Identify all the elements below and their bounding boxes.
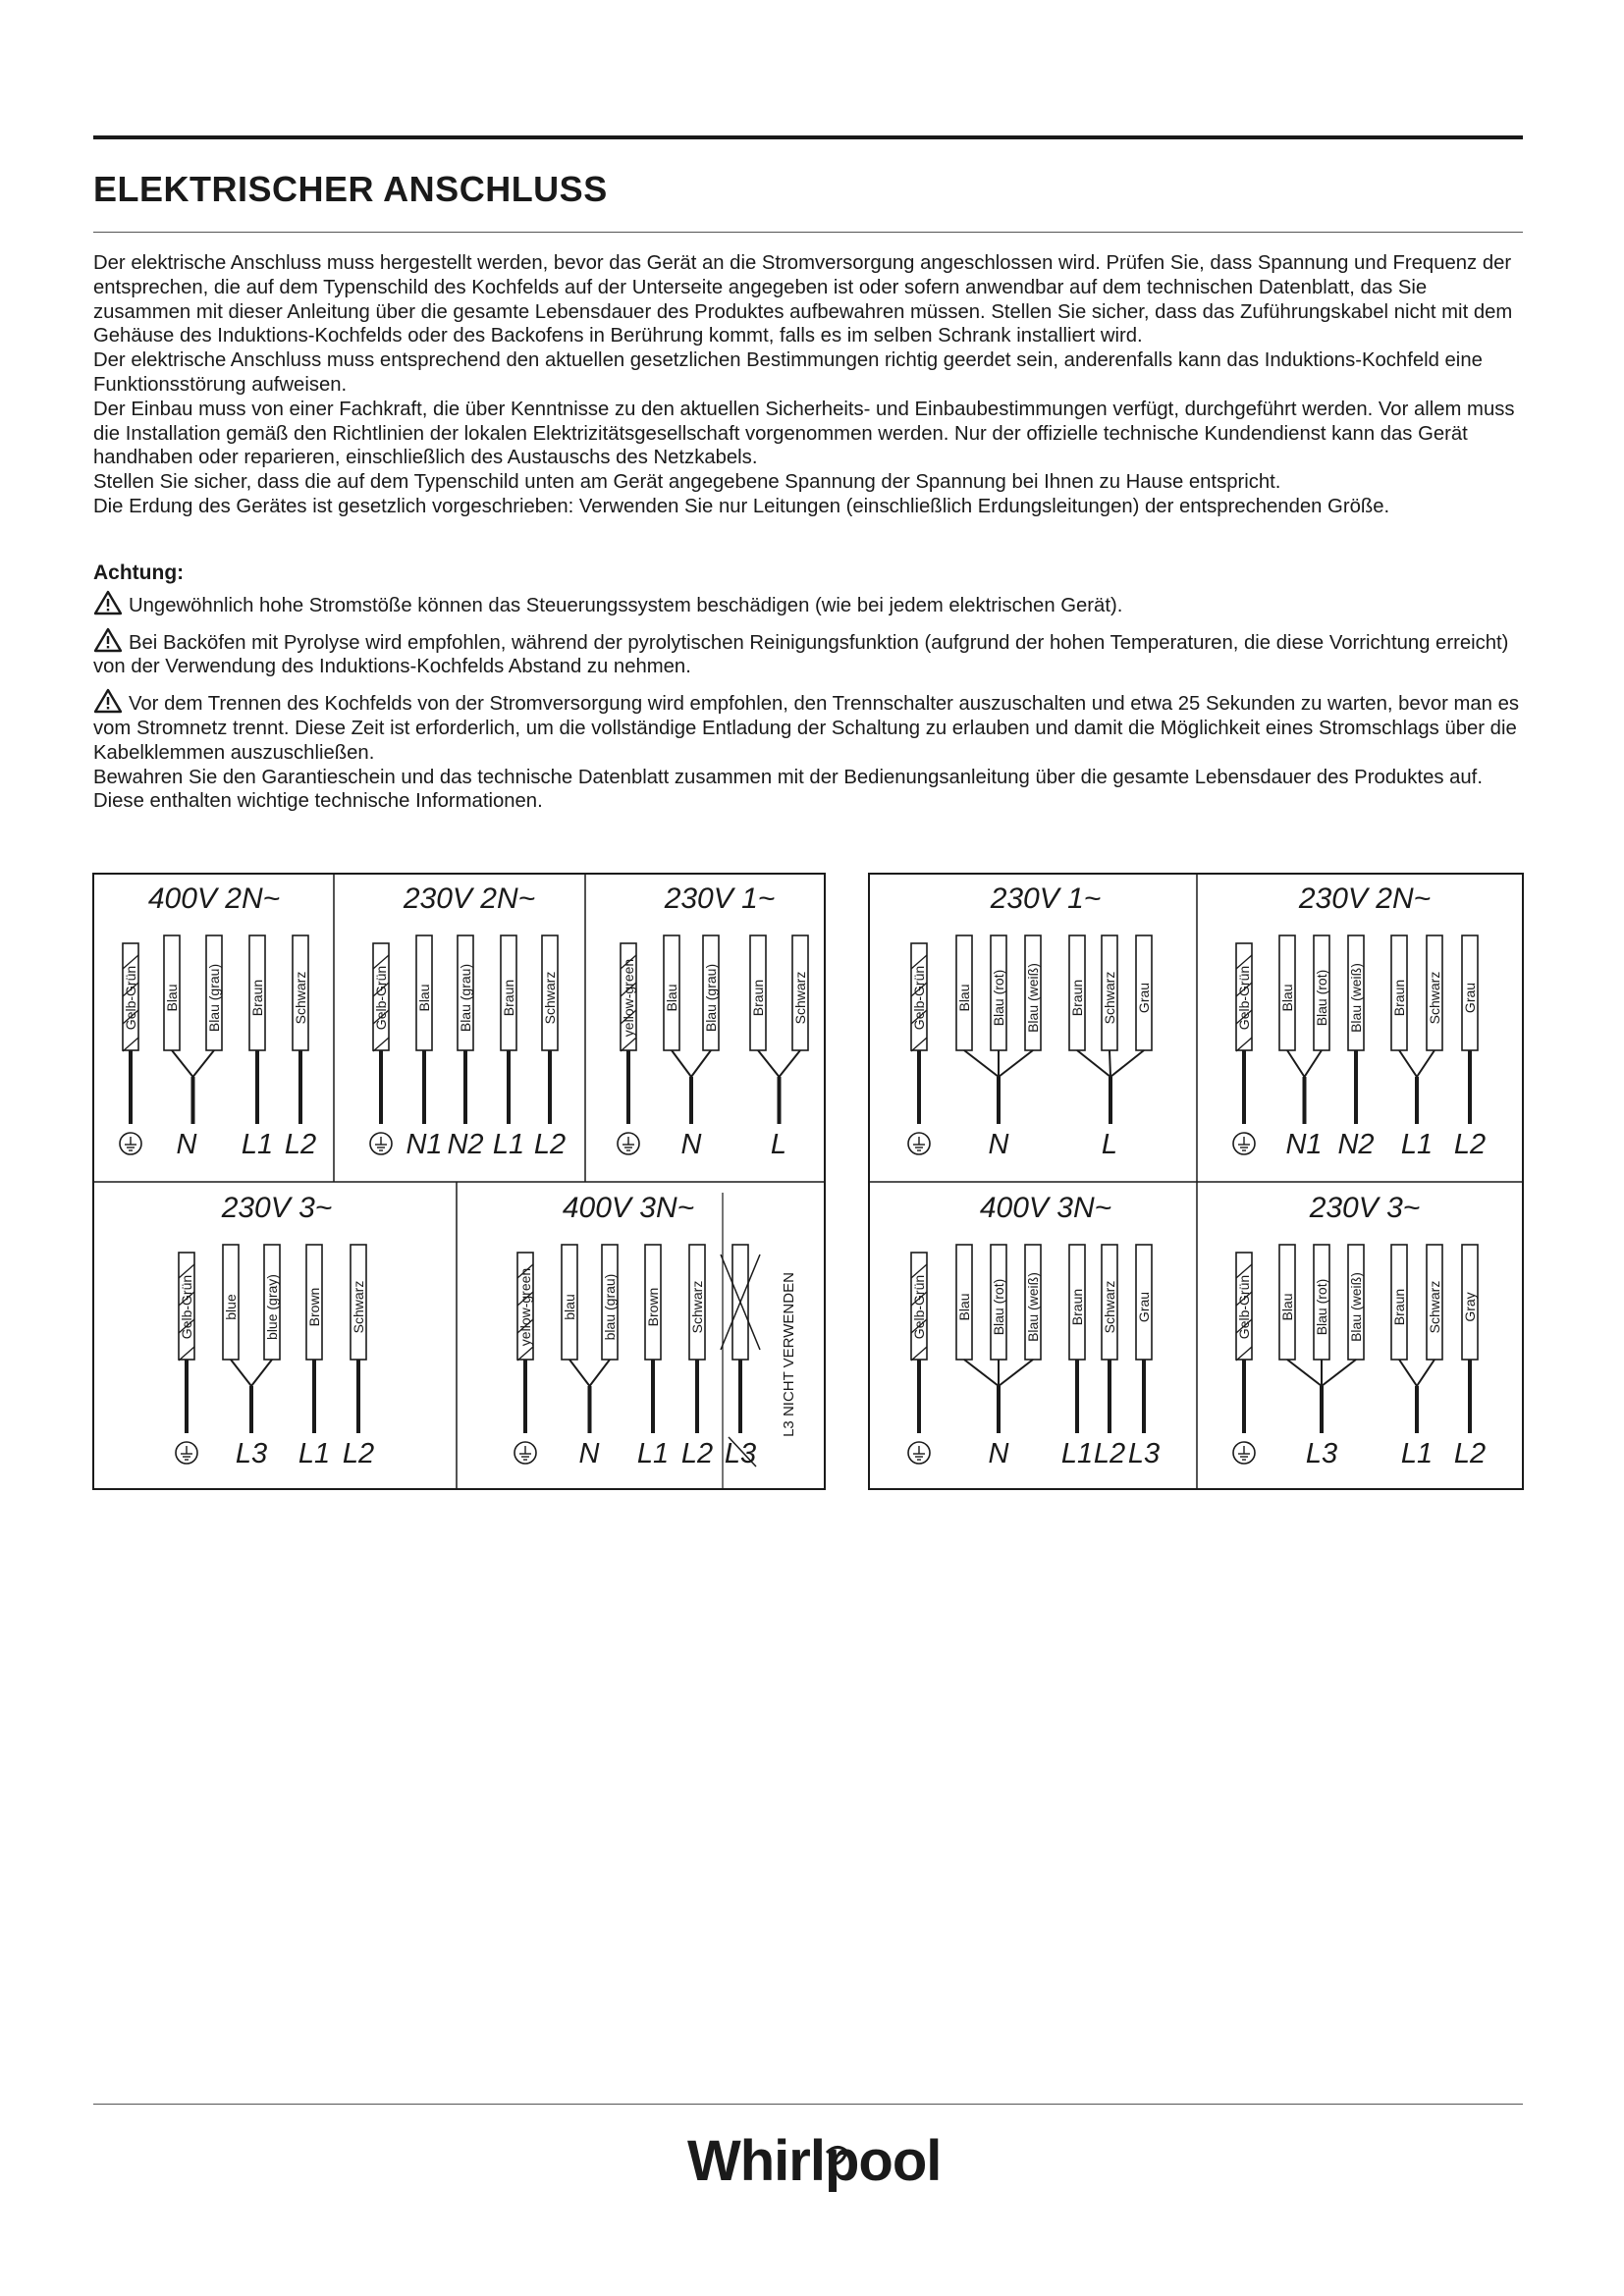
wire-label: Gelb-Grün xyxy=(911,1274,927,1340)
wire-bridge xyxy=(964,1050,999,1077)
wire-label: Blau xyxy=(1279,1293,1295,1321)
terminal-label: N xyxy=(680,1129,702,1160)
terminal-label: L xyxy=(770,1129,787,1160)
wire-bridge xyxy=(172,1050,193,1077)
intro-paragraph: Der Einbau muss von einer Fachkraft, die über Kenntnisse zu den aktuellen Sicherheits- und Einbaubestimmungen verfügt, durchgeführt werden. Vor allem muss die Installation gemäß den Richtlinien der lokalen Elektrizitätsgesellschaft vorgenommen werden. Nur der offizielle technische Kundendienst kann das Gerät handhaben oder reparieren, einschließlich des Austauschs des Netzkabels. xyxy=(93,398,1515,469)
wire-label: Gelb-Grün xyxy=(373,965,389,1031)
wire-label: Blau xyxy=(416,984,432,1012)
wire-label: Brown xyxy=(306,1287,322,1327)
wire-label: blau (grau) xyxy=(602,1273,618,1341)
wire-label: Schwarz xyxy=(1102,1280,1117,1334)
not-use-note: L3 NICHT VERWENDEN xyxy=(781,1272,797,1437)
terminal-label: L3 xyxy=(1127,1438,1161,1469)
diagram-title: 230V 3~ xyxy=(221,1192,333,1224)
wire-label: Blau (grau) xyxy=(206,963,222,1033)
wire-label: Blau xyxy=(956,984,972,1012)
terminal-label: L3 xyxy=(724,1438,757,1469)
wire-label: Brown xyxy=(645,1287,661,1327)
terminal-label: L3 xyxy=(235,1438,268,1469)
wire-label: Gelb-Grün xyxy=(179,1274,194,1340)
terminal-label: N2 xyxy=(447,1129,484,1160)
page-title: ELEKTRISCHER ANSCHLUSS xyxy=(93,169,608,209)
warning-item-text: Vor dem Trennen des Kochfelds von der Stromversorgung wird empfohlen, den Trennschalter auszuschalten und etwa 25 Sekunden zu warten, bevor man es vom Stromnetz trennt. Diese Zeit ist erforderlich, um die vollständige Entladung der Schaltung zu erlauben und damit die Möglichkeit eines Stromschlags über die Kabelklemmen auszuschließen. xyxy=(93,693,1520,764)
wiring-diagram-panel xyxy=(370,882,566,1160)
wire-bridge xyxy=(964,1360,999,1386)
diagram-title: 230V 1~ xyxy=(664,882,776,915)
wire-label: Schwarz xyxy=(1102,971,1117,1025)
wiring-diagram-panel xyxy=(120,882,316,1160)
wire-bridge xyxy=(251,1360,272,1386)
footer-rule xyxy=(93,2104,1523,2105)
diagram-title: 400V 2N~ xyxy=(147,882,281,915)
warning-item-text: Bei Backöfen mit Pyrolyse wird empfohlen, während der pyrolytischen Reinigungsfunktion (aufgrund der hohen Temperaturen, die diese Vorrichtung erreicht) von der Verwendung des Induktions-Kochfelds Abstand zu nehmen. xyxy=(93,631,1509,678)
terminal-label: N xyxy=(988,1438,1009,1469)
wire-label: Blau (grau) xyxy=(458,963,473,1033)
wire-bridge xyxy=(1322,1360,1356,1386)
wire-label: Blau xyxy=(1279,984,1295,1012)
wire-label: Blau (weiß) xyxy=(1025,963,1041,1033)
terminal-label: N xyxy=(988,1129,1009,1160)
terminal-label: L2 xyxy=(680,1438,714,1469)
terminal-label: N2 xyxy=(1337,1129,1375,1160)
wire-label: Schwarz xyxy=(792,971,808,1025)
terminal-label: N xyxy=(578,1438,600,1469)
wire-bridge xyxy=(1305,1050,1323,1077)
wire-label: Blau xyxy=(664,984,679,1012)
terminal-label: L2 xyxy=(533,1129,567,1160)
terminal-label: L1 xyxy=(1400,1438,1434,1469)
intro-paragraph: Stellen Sie sicher, dass die auf dem Typenschild unten am Gerät angegebene Spannung der Spannung bei Ihnen zu Hause entspricht. xyxy=(93,471,1281,494)
wire-label: Schwarz xyxy=(542,971,558,1025)
terminal-label: L1 xyxy=(492,1129,525,1160)
wire-bridge xyxy=(999,1360,1033,1386)
wire-label: Blau (grau) xyxy=(703,963,719,1033)
wire-bridge xyxy=(1287,1050,1305,1077)
diagram-title: 230V 3~ xyxy=(1309,1192,1421,1224)
terminal-label: L2 xyxy=(1453,1438,1487,1469)
wire-label: Blau (weiß) xyxy=(1025,1272,1041,1342)
wire-bridge xyxy=(1110,1050,1144,1077)
wiring-diagram-panel xyxy=(908,1192,1160,1469)
wire-bridge xyxy=(1077,1050,1110,1077)
wire-label: Braun xyxy=(1069,979,1085,1017)
wire-label: Schwarz xyxy=(1427,971,1442,1025)
wire-bridge xyxy=(1417,1050,1435,1077)
wire-label: Braun xyxy=(249,979,265,1017)
wire-label: Braun xyxy=(750,979,766,1017)
wire-bridge xyxy=(758,1050,780,1077)
wire-label: Schwarz xyxy=(351,1280,366,1334)
terminal-label: L1 xyxy=(241,1129,274,1160)
terminal-label: N1 xyxy=(1285,1129,1323,1160)
wire-label: yellow-green xyxy=(517,1267,533,1347)
terminal-label: L2 xyxy=(1093,1438,1126,1469)
warning-footer: Bewahren Sie den Garantieschein und das technische Datenblatt zusammen mit der Bedienungsanleitung über die gesamte Lebensdauer des Produktes auf. Diese enthalten wichtige technische Informationen. xyxy=(93,766,1483,813)
wire-label: Blau (rot) xyxy=(991,1278,1006,1336)
wire-label: Gelb-Grün xyxy=(1236,965,1252,1031)
wiring-diagram-panel xyxy=(1233,882,1486,1160)
wire-label: Braun xyxy=(1391,979,1407,1017)
diagram-title: 400V 3N~ xyxy=(562,1192,695,1224)
wire-label: Blau (rot) xyxy=(1314,969,1329,1027)
terminal-label: N xyxy=(176,1129,197,1160)
diagram-title: 230V 1~ xyxy=(990,882,1102,915)
wire-label: Braun xyxy=(1391,1288,1407,1326)
wire-label: Blau xyxy=(164,984,180,1012)
warning-item-text: Ungewöhnlich hohe Stromstöße können das Steuerungssystem beschädigen (wie bei jedem elektrischen Gerät). xyxy=(129,594,1123,616)
warning-heading: Achtung: xyxy=(93,561,185,584)
terminal-label: N1 xyxy=(406,1129,443,1160)
wire-label: Blau (weiß) xyxy=(1348,1272,1364,1342)
terminal-label: L xyxy=(1101,1129,1118,1160)
diagram-title: 230V 2N~ xyxy=(1298,882,1432,915)
wiring-diagram-panel xyxy=(514,1192,797,1489)
wire-bridge xyxy=(999,1050,1033,1077)
wire-label: Schwarz xyxy=(293,971,308,1025)
wire-bridge xyxy=(672,1050,691,1077)
wire-label: Blau (weiß) xyxy=(1348,963,1364,1033)
wiring-diagram-panel xyxy=(1233,1192,1486,1469)
wire-bridge xyxy=(193,1050,215,1077)
wire-bridge xyxy=(1287,1360,1322,1386)
wire-bridge xyxy=(569,1360,590,1386)
whirlpool-logo xyxy=(687,2123,943,2202)
intro-paragraph: Der elektrische Anschluss muss hergestellt werden, bevor das Gerät an die Stromversorgung angeschlossen wird. Prüfen Sie, dass Spannung und Frequenz der entsprechen, die auf dem Typenschild des Kochfelds auf der Unterseite angegeben ist oder sofern anwendbar auf dem technischen Datenblatt, das Sie zusammen mit dieser Anleitung über die gesamte Lebensdauer des Produktes aufbewahren müssen. Stellen Sie sicher, dass das Zuführungskabel nicht mit dem Gehäuse des Induktions-Kochfelds oder des Backofens in Berührung kommt, falls es im selben Schrank installiert wird. xyxy=(93,252,1513,347)
terminal-label: L3 xyxy=(1305,1438,1338,1469)
terminal-label: L2 xyxy=(284,1129,317,1160)
terminal-label: L1 xyxy=(1400,1129,1434,1160)
wire-bridge xyxy=(1417,1360,1435,1386)
terminal-label: L1 xyxy=(298,1438,331,1469)
wiring-diagram-panel xyxy=(908,882,1152,1160)
terminal-label: L2 xyxy=(342,1438,375,1469)
terminal-label: L1 xyxy=(1060,1438,1094,1469)
wire-label: Schwarz xyxy=(1427,1280,1442,1334)
wire-label: Braun xyxy=(1069,1288,1085,1326)
wire-bridge xyxy=(1399,1050,1417,1077)
wiring-diagram-panel xyxy=(618,882,808,1160)
svg-text:Whirlpool: Whirlpool xyxy=(687,2129,942,2193)
diagram-title: 230V 2N~ xyxy=(403,882,536,915)
wire-label: blau xyxy=(562,1294,577,1320)
wire-bridge xyxy=(780,1050,801,1077)
wiring-diagram-panel xyxy=(176,1192,374,1469)
wire-label: blue xyxy=(223,1294,239,1320)
intro-paragraph: Der elektrische Anschluss muss entsprechend den aktuellen gesetzlichen Bestimmungen richtig geerdet sein, anderenfalls kann das Induktions-Kochfeld eine Funktionsstörung aufweisen. xyxy=(93,349,1483,396)
wire-label: Gray xyxy=(1462,1292,1478,1322)
wire-label: Grau xyxy=(1136,982,1152,1014)
wire-bridge xyxy=(590,1360,611,1386)
wire-label: Blau (rot) xyxy=(1314,1278,1329,1336)
wire-bridge xyxy=(231,1360,251,1386)
wire-label: yellow-green xyxy=(621,958,636,1038)
wire-label: Grau xyxy=(1462,982,1478,1014)
wire-label: Schwarz xyxy=(689,1280,705,1334)
intro-paragraph: Die Erdung des Gerätes ist gesetzlich vorgeschrieben: Verwenden Sie nur Leitungen (einschließlich Erdungsleitungen) der entsprechenden Größe. xyxy=(93,495,1390,517)
wire-bridge xyxy=(1399,1360,1417,1386)
wire-label: Gelb-Grün xyxy=(1236,1274,1252,1340)
diagram-title: 400V 3N~ xyxy=(979,1192,1112,1224)
wire-label: Grau xyxy=(1136,1291,1152,1323)
wire-label: Gelb-Grün xyxy=(911,965,927,1031)
wire-label: Blau (rot) xyxy=(991,969,1006,1027)
terminal-label: L1 xyxy=(636,1438,670,1469)
terminal-label: L2 xyxy=(1453,1129,1487,1160)
wire-label: blue (gray) xyxy=(264,1274,280,1340)
wire-label: Braun xyxy=(501,979,516,1017)
wire-label: Blau xyxy=(956,1293,972,1321)
wire-bridge xyxy=(691,1050,711,1077)
wire-label: Gelb-Grün xyxy=(123,965,138,1031)
